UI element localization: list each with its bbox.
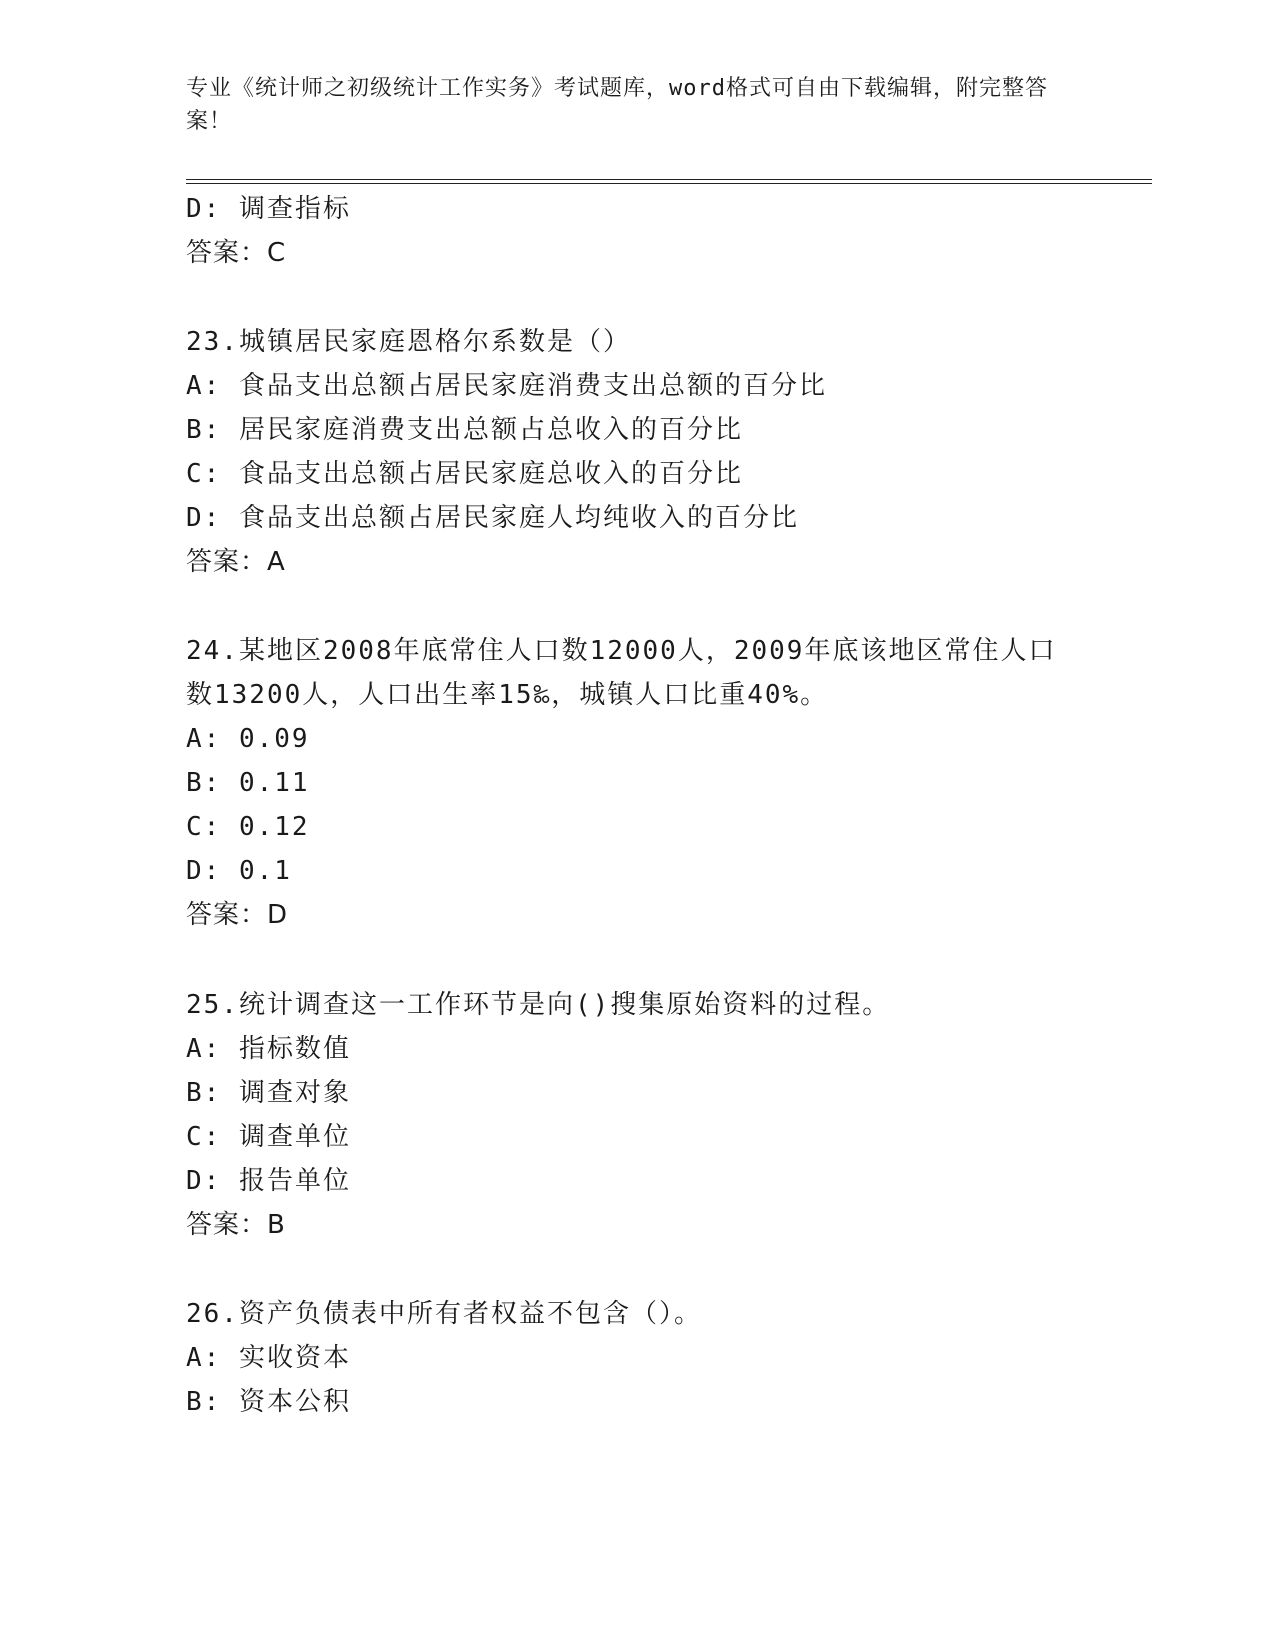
header-rule-top [186,179,1152,180]
option-line: C: 调查单位 [186,1122,351,1152]
option-line: A: 指标数值 [186,1034,351,1064]
option-line: D: 调查指标 [186,194,351,224]
question-line: 26.资产负债表中所有者权益不包含（）。 [186,1299,702,1329]
question-line: 25.统计调查这一工作环节是向()搜集原始资料的过程。 [186,990,891,1020]
option-line: B: 0.11 [186,768,310,798]
answer-line: 答案：D [186,900,289,930]
option-line: A: 0.09 [186,724,310,754]
question-line: 24.某地区2008年底常住人口数12000人，2009年底该地区常住人口 [186,636,1057,666]
document-header: 专业《统计师之初级统计工作实务》考试题库，word格式可自由下载编辑，附完整答案！ [186,76,1048,134]
option-line: D: 0.1 [186,856,292,886]
option-line: D: 食品支出总额占居民家庭人均纯收入的百分比 [186,503,799,533]
option-line: B: 居民家庭消费支出总额占总收入的百分比 [186,415,743,445]
option-line: A: 实收资本 [186,1343,351,1373]
option-line: D: 报告单位 [186,1166,351,1196]
header-rule-bottom [186,183,1152,184]
question-line: 23.城镇居民家庭恩格尔系数是（） [186,327,631,357]
option-line: A: 食品支出总额占居民家庭消费支出总额的百分比 [186,371,827,401]
option-line: B: 调查对象 [186,1078,351,1108]
answer-line: 答案：B [186,1210,286,1240]
option-line: B: 资本公积 [186,1387,351,1417]
option-line: C: 0.12 [186,812,310,842]
option-line: C: 食品支出总额占居民家庭总收入的百分比 [186,459,743,489]
question-line: 数13200人，人口出生率15‰，城镇人口比重40%。 [186,680,829,710]
answer-line: 答案：A [186,547,286,577]
answer-line: 答案：C [186,238,287,268]
